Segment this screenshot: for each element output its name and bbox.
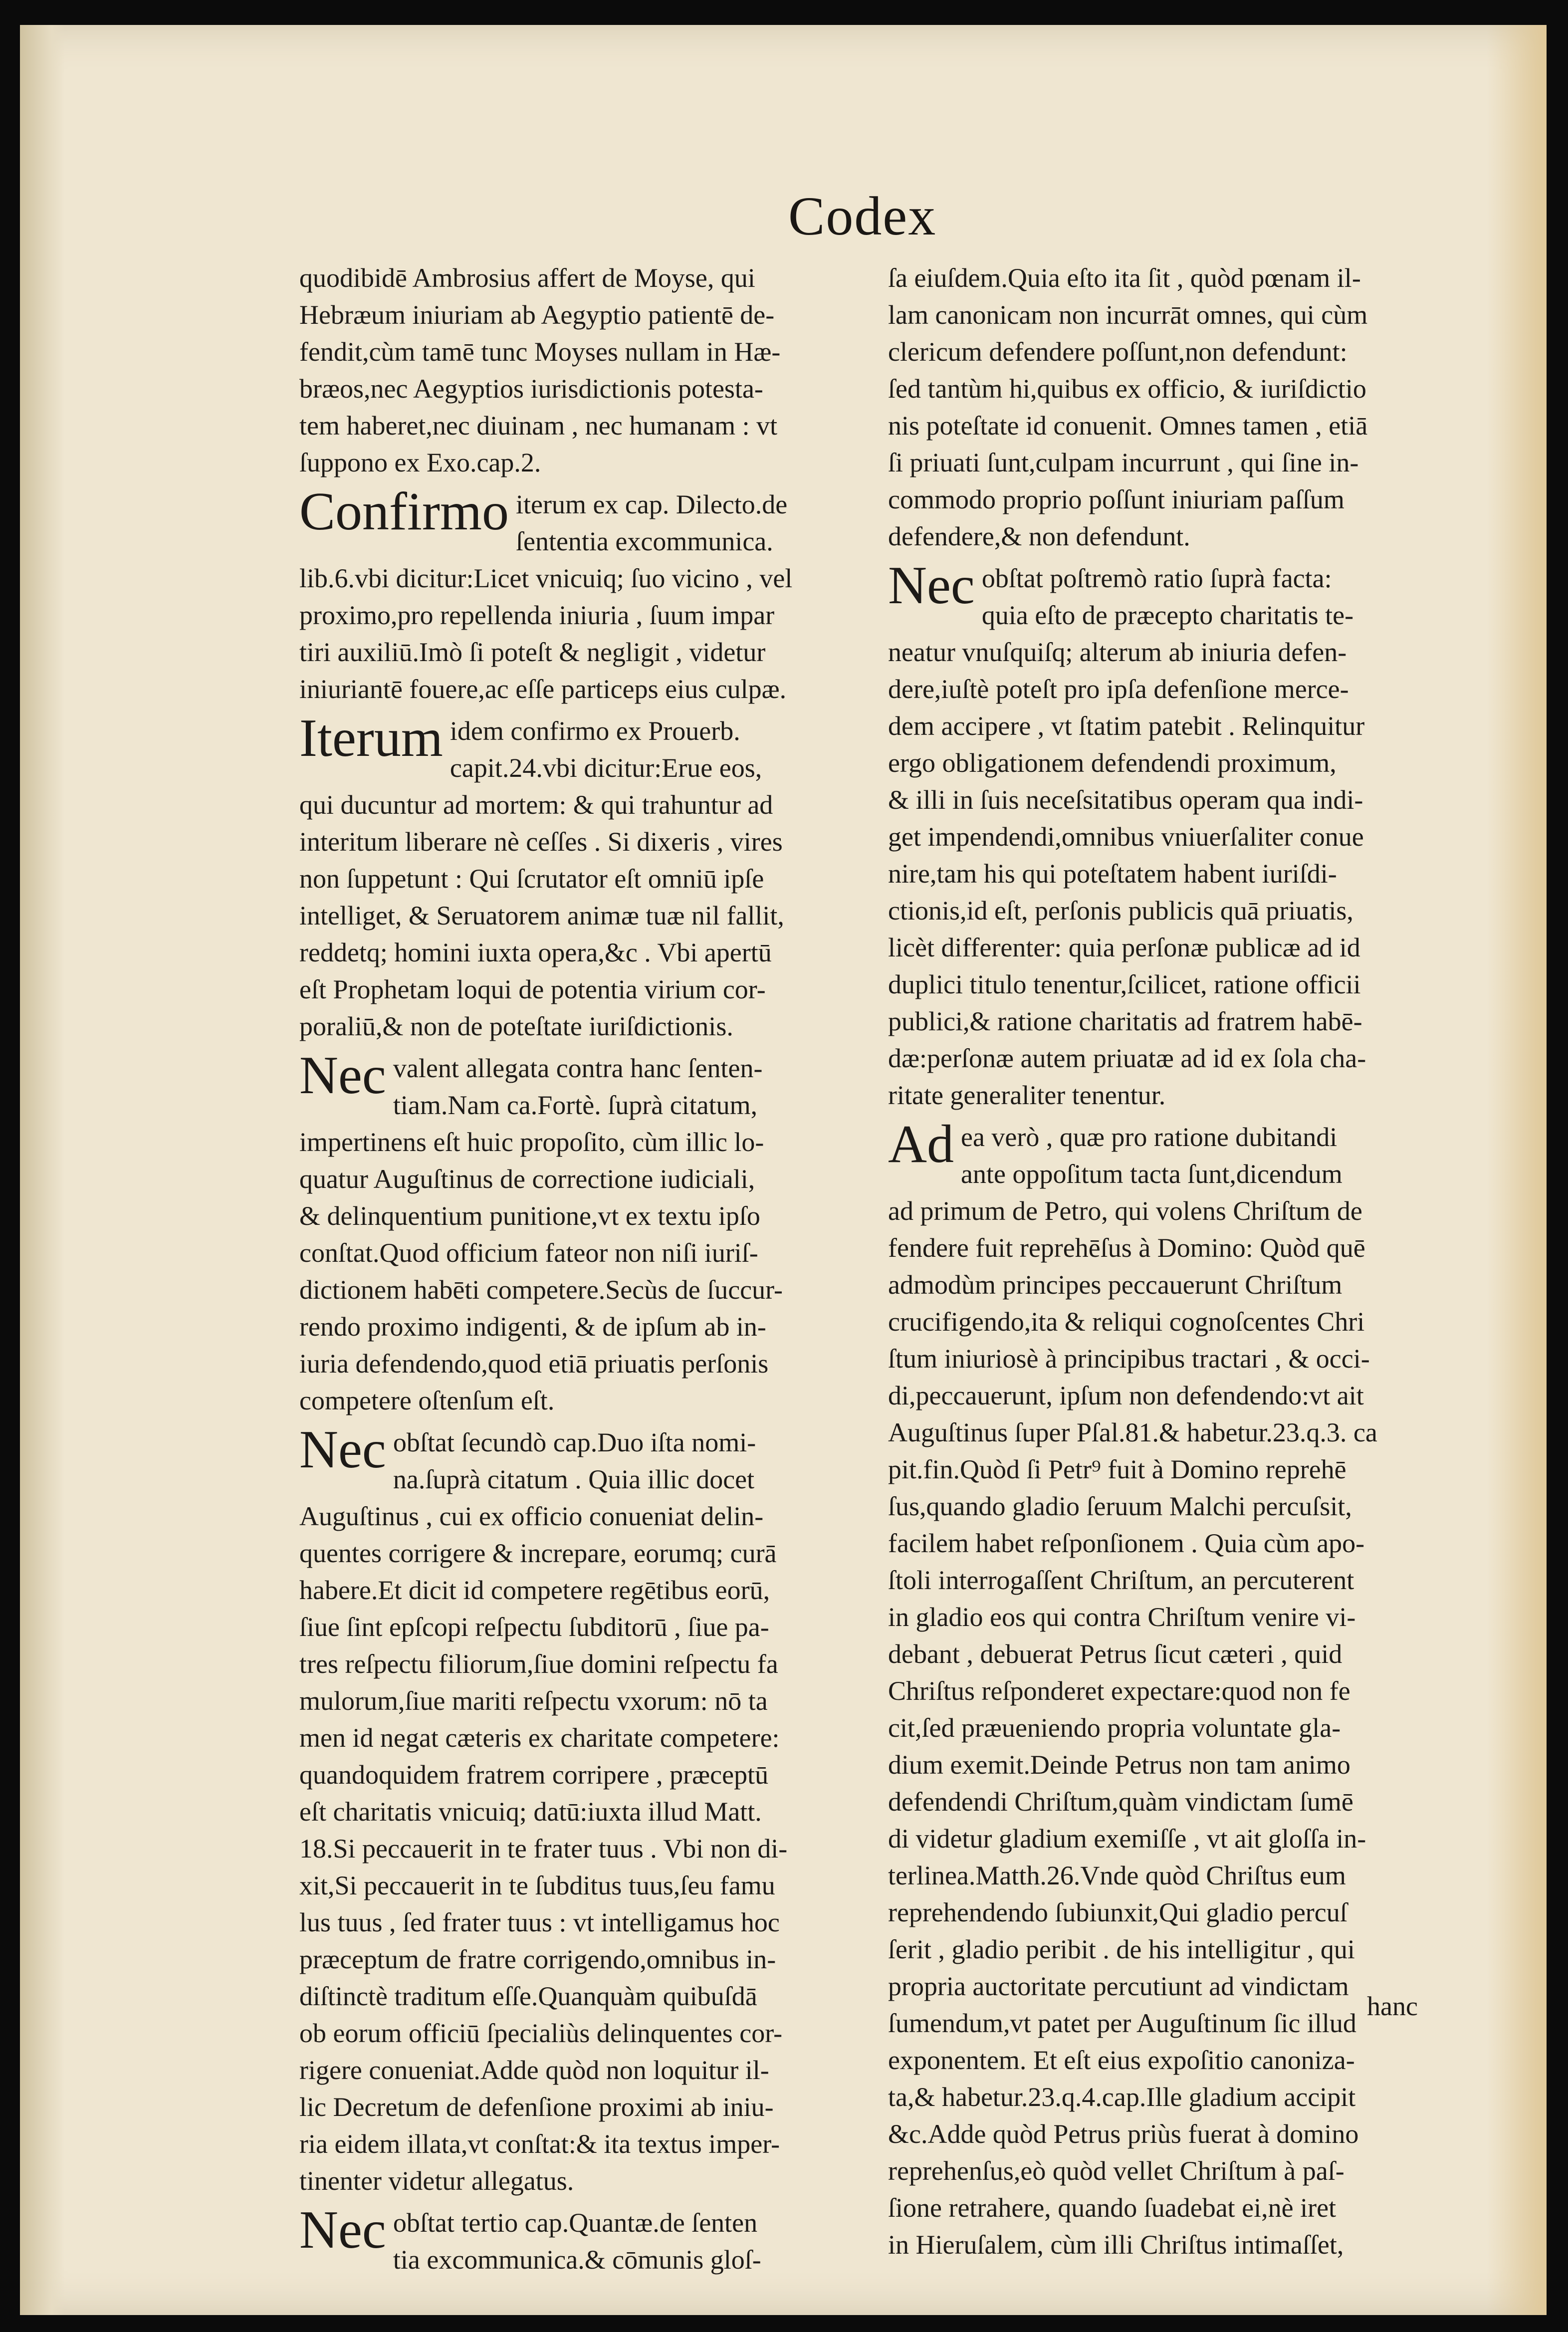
text-line: tiam.Nam ca.Fortè. ſuprà citatum,: [393, 1090, 758, 1120]
text-line: qui ducuntur ad mortem: & qui trahuntur ad: [299, 790, 773, 820]
text-line: quatur Auguſtinus de correctione iudiciali,: [299, 1164, 755, 1194]
text-line: debant , debuerat Petrus ſicut cæteri , quid: [888, 1639, 1343, 1669]
text-line: dere,iuſtè poteſt pro ipſa defenſione merce-: [888, 674, 1349, 704]
paragraph-lead-word: Confirmo: [299, 482, 509, 541]
text-line: eſt Prophetam loqui de potentia virium cor-: [299, 974, 766, 1004]
text-line: Auguſtinus , cui ex officio conueniat delin-: [299, 1501, 764, 1531]
text-line: fendere fuit reprehēſus à Domino: Quòd quē: [888, 1233, 1365, 1263]
text-line: Hebræum iniuriam ab Aegyptio patientē de-: [299, 300, 775, 330]
text-line: ſa eiuſdem.Quia eſto ita ſit , quòd pœnam il-: [888, 263, 1361, 293]
text-line: tiri auxiliū.Imò ſi poteſt & negligit , videtur: [299, 637, 766, 667]
catchword: hanc: [1367, 1991, 1418, 2021]
text-line: obſtat ſecundò cap.Duo iſta nomi-: [393, 1427, 756, 1457]
text-line: & delinquentium punitione,vt ex textu ipſo: [299, 1201, 760, 1231]
text-line: rendo proximo indigenti, & de ipſum ab in-: [299, 1312, 766, 1342]
text-line: publici,& ratione charitatis ad fratrem habē-: [888, 1006, 1362, 1036]
text-line: ſententia excommunica.: [515, 526, 773, 556]
text-line: neatur vnuſquiſq; alterum ab iniuria defen-: [888, 637, 1347, 667]
paragraph: [888, 556, 1457, 1114]
text-line: ta,& habetur.23.q.4.cap.Ille gladium accipit: [888, 2082, 1356, 2112]
text-line: Chriſtus reſponderet expectare:quod non fe: [888, 1676, 1350, 1706]
text-line: ria eidem illata,vt conſtat:& ita textus imper-: [299, 2129, 780, 2159]
text-line: quodibidē Ambrosius affert de Moyse, qui: [299, 263, 755, 293]
text-line: iterum ex cap. Dilecto.de: [515, 489, 788, 519]
paragraph: [299, 482, 858, 707]
left-column: [299, 259, 858, 2283]
text-line: & illi in ſuis neceſsitatibus operam qua indi-: [888, 785, 1363, 815]
text-line: intelliget, & Seruatorem animæ tuæ nil fallit,: [299, 901, 784, 931]
text-line: reprehenſus,eò quòd vellet Chriſtum à paſ-: [888, 2156, 1344, 2186]
text-line: pit.fin.Quòd ſi Petr⁹ fuit à Domino reprehē: [888, 1454, 1346, 1484]
text-line: di videtur gladium exemiſſe , vt ait gloſſa in-: [888, 1824, 1366, 1854]
text-line: licèt differenter: quia perſonæ publicæ ad id: [888, 933, 1360, 962]
page-edge: [1487, 25, 1547, 2315]
text-line: capit.24.vbi dicitur:Erue eos,: [449, 753, 762, 783]
text-line: rigere conueniat.Adde quòd non loquitur il-: [299, 2055, 769, 2085]
text-line: propria auctoritate percutiunt ad vindictam: [888, 1971, 1349, 2001]
text-line: defendere,& non defendunt.: [888, 521, 1190, 551]
text-line: non ſuppetunt : Qui ſcrutator eſt omniū ipſe: [299, 864, 764, 894]
text-line: tia excommunica.& cōmunis gloſ-: [393, 2245, 761, 2275]
right-column: [888, 259, 1457, 2268]
text-line: 18.Si peccauerit in te frater tuus . Vbi non di-: [299, 1834, 788, 1864]
text-line: ſtoli interrogaſſent Chriſtum, an percuterent: [888, 1565, 1354, 1595]
paragraph: [299, 1046, 858, 1419]
text-line: xit,Si peccauerit in te ſubditus tuus,ſeu famu: [299, 1870, 775, 1900]
text-line: exponentem. Et eſt eius expoſitio canoniza-: [888, 2045, 1355, 2075]
text-line: ſus,quando gladio ſeruum Malchi percuſsit,: [888, 1491, 1352, 1521]
text-line: commodo proprio poſſunt iniuriam paſſum: [888, 484, 1344, 514]
paragraph: [888, 259, 1457, 555]
paragraph: [299, 708, 858, 1045]
paragraph: [299, 2200, 858, 2278]
text-line: reprehendendo ſubiunxit,Qui gladio percuſ: [888, 1897, 1347, 1927]
text-line: lib.6.vbi dicitur:Licet vnicuiq; ſuo vicino , vel: [299, 563, 793, 593]
text-line: proximo,pro repellenda iniuria , ſuum impar: [299, 600, 775, 630]
text-line: di,peccauerunt, ipſum non defendendo:vt ait: [888, 1381, 1364, 1410]
text-line: Auguſtinus ſuper Pſal.81.& habetur.23.q.3. ca: [888, 1417, 1377, 1447]
page-gutter: [20, 25, 65, 2315]
text-line: interitum liberare nè ceſſes . Si dixeris , vires: [299, 827, 783, 857]
paragraph-lead-word: Nec: [299, 1420, 386, 1479]
text-line: ritate generaliter tenentur.: [888, 1080, 1166, 1110]
text-line: tem haberet,nec diuinam , nec humanam : vt: [299, 411, 778, 441]
text-line: conſtat.Quod officium fateor non niſi iuriſ-: [299, 1238, 758, 1268]
text-line: ſtum iniuriosè à principibus tractari , & occi-: [888, 1344, 1370, 1374]
text-line: facilem habet reſponſionem . Quia cùm apo-: [888, 1528, 1365, 1558]
text-line: poraliū,& non de poteſtate iuriſdictionis.: [299, 1011, 733, 1041]
text-line: eſt charitatis vnicuiq; datū:iuxta illud Matt.: [299, 1797, 762, 1827]
book-page: [20, 25, 1547, 2315]
text-line: dæ:perſonæ autem priuatæ ad id ex ſola cha-: [888, 1043, 1366, 1073]
text-line: na.ſuprà citatum . Quia illic docet: [393, 1464, 755, 1494]
text-line: admodùm principes peccauerunt Chriſtum: [888, 1270, 1343, 1300]
text-line: dictionem habēti competere.Secùs de ſuccur-: [299, 1275, 783, 1305]
paragraph: [299, 259, 858, 481]
paragraph-lead-word: Iterum: [299, 708, 443, 768]
text-line: ob eorum officiū ſpecialiùs delinquentes cor-: [299, 2018, 783, 2048]
text-line: in Hieruſalem, cùm illi Chriſtus intimaſſet,: [888, 2230, 1344, 2260]
text-line: nis poteſtate id conuenit. Omnes tamen , etiā: [888, 411, 1368, 441]
text-line: ſerit , gladio peribit . de his intelligitur , qui: [888, 1934, 1355, 1964]
text-line: ſuppono ex Exo.cap.2.: [299, 448, 541, 477]
text-line: competere oſtenſum eſt.: [299, 1386, 555, 1415]
text-line: præceptum de fratre corrigendo,omnibus in-: [299, 1944, 776, 1974]
paragraph: [888, 1115, 1457, 2263]
text-line: ctionis,id eſt, perſonis publicis quā priuatis,: [888, 896, 1353, 926]
text-line: obſtat poſtremò ratio ſuprà facta:: [981, 563, 1332, 593]
text-line: ſi priuati ſunt,culpam incurrunt , qui ſine in-: [888, 448, 1359, 477]
text-line: quia eſto de præcepto charitatis te-: [981, 600, 1354, 630]
text-line: fendit,cùm tamē tunc Moyses nullam in Hæ-: [299, 337, 781, 367]
text-line: idem confirmo ex Prouerb.: [449, 716, 740, 746]
text-line: ergo obligationem defendendi proximum,: [888, 748, 1337, 778]
text-line: ad primum de Petro, qui volens Chriſtum de: [888, 1196, 1362, 1226]
text-line: lus tuus , ſed frater tuus : vt intelligamus hoc: [299, 1907, 780, 1937]
text-line: get impendendi,omnibus vniuerſaliter conue: [888, 822, 1364, 852]
text-line: ſiue ſint epſcopi reſpectu ſubditorū , ſiue pa-: [299, 1612, 769, 1642]
text-line: ſumendum,vt patet per Auguſtinum ſic illud: [888, 2008, 1356, 2038]
text-line: cit,ſed præueniendo propria voluntate gla-: [888, 1713, 1341, 1743]
text-line: tres reſpectu filiorum,ſiue domini reſpectu fa: [299, 1649, 778, 1679]
text-line: &c.Adde quòd Petrus priùs fuerat à domino: [888, 2119, 1359, 2149]
text-line: ſed tantùm hi,quibus ex officio, & iuriſdictio: [888, 374, 1366, 404]
text-line: men id negat cæteris ex charitate competere:: [299, 1723, 780, 1753]
text-line: in gladio eos qui contra Chriſtum venire vi-: [888, 1602, 1356, 1632]
text-line: bræos,nec Aegyptios iurisdictionis potesta-: [299, 374, 763, 404]
text-line: ea verò , quæ pro ratione dubitandi: [961, 1122, 1338, 1152]
text-line: ſione retrahere, quando ſuadebat ei,nè iret: [888, 2193, 1337, 2223]
text-line: dem accipere , vt ſtatim patebit . Relinquitur: [888, 711, 1365, 741]
text-line: defendendi Chriſtum,quàm vindictam ſumē: [888, 1787, 1353, 1817]
paragraph-lead-word: Nec: [888, 556, 975, 615]
text-line: quandoquidem fratrem corripere , præceptū: [299, 1760, 769, 1790]
text-line: valent allegata contra hanc ſenten-: [393, 1053, 763, 1083]
text-line: clericum defendere poſſunt,non defendunt:: [888, 337, 1347, 367]
text-line: mulorum,ſiue mariti reſpectu vxorum: nō ta: [299, 1686, 768, 1716]
text-line: tinenter videtur allegatus.: [299, 2166, 574, 2196]
text-line: crucifigendo,ita & reliqui cognoſcentes Chri: [888, 1307, 1365, 1337]
text-line: lam canonicam non incurrāt omnes, qui cùm: [888, 300, 1368, 330]
text-line: impertinens eſt huic propoſito, cùm illic lo-: [299, 1127, 764, 1157]
paragraph-lead-word: Ad: [888, 1115, 954, 1174]
text-line: nire,tam his qui poteſtatem habent iuriſdi-: [888, 859, 1337, 889]
running-head: Codex: [788, 186, 937, 246]
paragraph-lead-word: Nec: [299, 1046, 386, 1105]
paragraph: [299, 1420, 858, 2199]
text-line: lic Decretum de defenſione proximi ab iniu-: [299, 2092, 774, 2122]
text-line: terlinea.Matth.26.Vnde quòd Chriſtus eum: [888, 1861, 1346, 1890]
text-line: ante oppoſitum tacta ſunt,dicendum: [961, 1159, 1343, 1189]
text-line: iniuriantē fouere,ac eſſe particeps eius culpæ.: [299, 674, 787, 704]
text-line: iuria defendendo,quod etiā priuatis perſonis: [299, 1349, 769, 1379]
text-line: quentes corrigere & increpare, eorumq; curā: [299, 1538, 777, 1568]
text-line: reddetq; homini iuxta opera,&c . Vbi apertū: [299, 937, 772, 967]
text-line: duplici titulo tenentur,ſcilicet, ratione officii: [888, 969, 1361, 999]
paragraph-lead-word: Nec: [299, 2200, 386, 2260]
text-line: obſtat tertio cap.Quantæ.de ſenten: [393, 2208, 758, 2238]
text-line: diſtinctè traditum eſſe.Quanquàm quibuſdā: [299, 1981, 757, 2011]
text-line: habere.Et dicit id competere regētibus eorū,: [299, 1575, 770, 1605]
text-line: dium exemit.Deinde Petrus non tam animo: [888, 1750, 1350, 1780]
